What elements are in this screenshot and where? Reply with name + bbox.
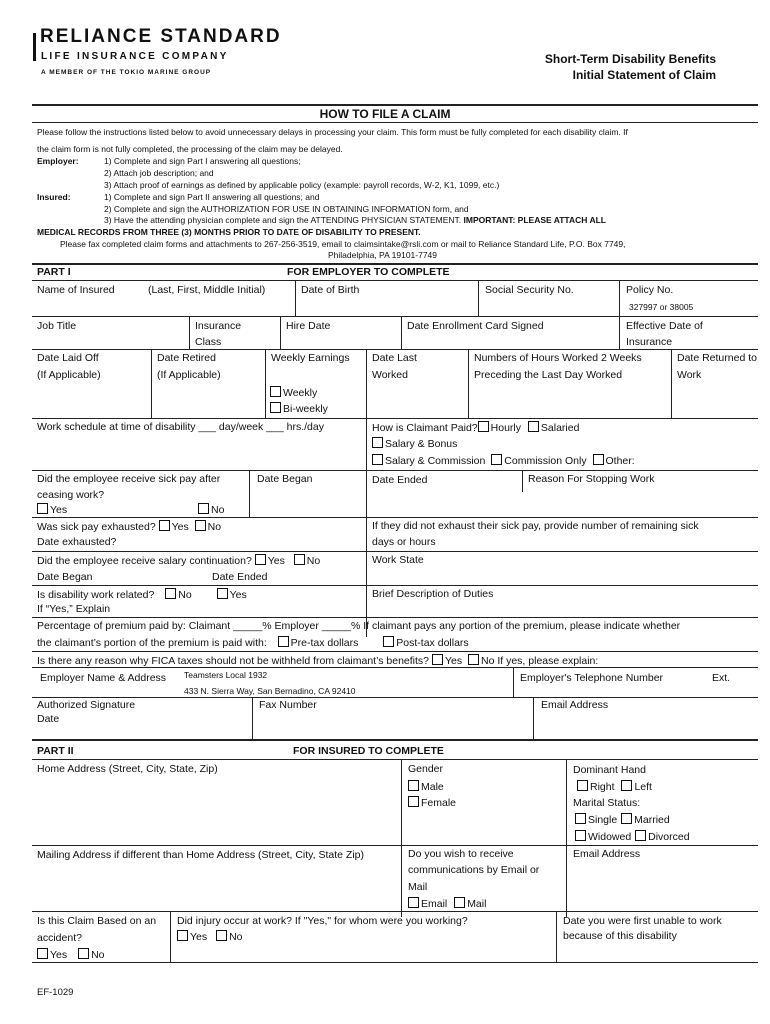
sick-pay-question: ceasing work? bbox=[37, 489, 105, 501]
married-label: Married bbox=[634, 814, 670, 826]
howto-title: HOW TO FILE A CLAIM bbox=[319, 107, 451, 121]
employer-step: 3) Attach proof of earnings as defined by applicable policy (example: payroll records, W-2, K1, 1099, etc.) bbox=[104, 180, 500, 190]
effective-date-label: Insurance bbox=[626, 336, 673, 348]
ssn-label: Social Security No. bbox=[485, 284, 574, 296]
sick-pay-yes-checkbox[interactable] bbox=[37, 503, 48, 514]
divider bbox=[32, 122, 758, 123]
reason-label: Reason For Stopping Work bbox=[528, 473, 655, 485]
laid-off-label: (If Applicable) bbox=[37, 369, 101, 381]
divider bbox=[32, 667, 758, 668]
communications-question: Do you wish to receive bbox=[408, 848, 514, 860]
date-ended-label: Date Ended bbox=[372, 474, 428, 486]
paid-question-label: How is Claimant Paid? bbox=[372, 422, 478, 434]
work-state-label: Work State bbox=[372, 554, 424, 566]
returned-label: Date Returned to bbox=[677, 352, 757, 364]
other-label: Other: bbox=[605, 455, 635, 467]
no-label: No bbox=[229, 931, 243, 943]
salaried-label: Salaried bbox=[540, 422, 580, 434]
cell-border bbox=[468, 349, 469, 418]
policy-label: Policy No. bbox=[626, 284, 674, 296]
yes-label: Yes bbox=[171, 521, 189, 533]
employer-step: 2) Attach job description; and bbox=[104, 168, 214, 178]
female-label: Female bbox=[421, 797, 457, 809]
cell-border bbox=[556, 911, 557, 963]
divider bbox=[32, 418, 758, 419]
injury-yes-checkbox[interactable] bbox=[177, 930, 188, 941]
mailing-address-label: Mailing Address if different than Home Address (Street, City, State Zip) bbox=[37, 849, 365, 861]
weekly-earnings-label: Weekly Earnings bbox=[271, 352, 350, 364]
divider bbox=[32, 759, 758, 760]
howto-intro: Please follow the instructions listed below to avoid unnecessary delays in processing your claim. This form must be fully completed for each disability claim. If bbox=[37, 127, 628, 137]
male-checkbox[interactable] bbox=[408, 780, 419, 791]
premium-question: Percentage of premium paid by: Claimant _____% Employer _____% If claimant pays any portion of the premium, please indicate whether bbox=[37, 620, 681, 632]
date-began-label: Date Began bbox=[37, 571, 93, 583]
no-label: No bbox=[178, 589, 192, 601]
female-option bbox=[408, 796, 456, 809]
divider bbox=[32, 280, 758, 281]
insured-step: 1) Complete and sign Part II answering all questions; and bbox=[104, 192, 320, 202]
divider bbox=[32, 470, 758, 471]
cell-border bbox=[619, 316, 620, 349]
salary-commission-label: Salary & Commission bbox=[385, 455, 486, 467]
cell-border bbox=[366, 470, 367, 517]
widowed-checkbox[interactable] bbox=[575, 830, 586, 841]
left-label: Left bbox=[634, 781, 652, 793]
cell-border bbox=[566, 759, 567, 917]
employer-name-label: Employer Name & Address bbox=[40, 672, 167, 684]
home-address-label: Home Address (Street, City, State, Zip) bbox=[37, 763, 218, 775]
work-related-no-checkbox[interactable] bbox=[165, 588, 176, 599]
yes-label: Yes bbox=[190, 931, 208, 943]
fax-instructions: Please fax completed claim forms and attachments to 267-256-3519, email to claimsintake@rsli.com or mail to Reliance Standard Life, P.O. Box 7749, bbox=[60, 239, 626, 249]
returned-label: Work bbox=[677, 369, 702, 381]
exhausted-question-label: Was sick pay exhausted? bbox=[37, 521, 156, 533]
hourly-checkbox[interactable] bbox=[478, 421, 489, 432]
cell-border bbox=[170, 911, 171, 963]
marital-status-label: Marital Status: bbox=[573, 797, 641, 809]
job-title-label: Job Title bbox=[37, 320, 77, 332]
marital-options-2 bbox=[575, 830, 690, 843]
policy-value: 327997 or 38005 bbox=[629, 302, 694, 312]
cell-border bbox=[513, 667, 514, 697]
insurance-class-label: Insurance bbox=[195, 320, 242, 332]
employer-label: Employer: bbox=[37, 156, 79, 166]
paid-question bbox=[372, 421, 579, 434]
work-related-question bbox=[37, 588, 247, 601]
yes-label: Yes bbox=[229, 589, 247, 601]
hand-options bbox=[577, 780, 652, 793]
accident-options bbox=[37, 948, 105, 961]
salary-commission-option bbox=[372, 454, 635, 467]
form-subtitle: Initial Statement of Claim bbox=[572, 68, 716, 82]
fica-question-label: Is there any reason why FICA taxes should not be withheld from claimant’s benefits? bbox=[37, 655, 430, 667]
married-checkbox[interactable] bbox=[621, 813, 632, 824]
unable-date-label: because of this disability bbox=[563, 930, 677, 942]
cell-border bbox=[189, 316, 190, 349]
divider bbox=[32, 739, 758, 741]
exhausted-no-checkbox[interactable] bbox=[195, 520, 206, 531]
insured-label: Insured: bbox=[37, 192, 71, 202]
insured-step-text: 3) Have the attending physician complete and sign the ATTENDING PHYSICIAN STATEMENT. bbox=[104, 215, 462, 225]
single-checkbox[interactable] bbox=[575, 813, 586, 824]
accident-yes-checkbox[interactable] bbox=[37, 948, 48, 959]
divider bbox=[32, 349, 758, 350]
communication-options bbox=[408, 897, 486, 910]
communications-question: communications by Email or bbox=[408, 864, 540, 876]
ext-label: Ext. bbox=[712, 672, 731, 684]
work-schedule-label: Work schedule at time of disability ___ day/week ___ hrs./day bbox=[37, 421, 324, 433]
cell-border bbox=[619, 280, 620, 316]
salary-bonus-label: Salary & Bonus bbox=[385, 438, 458, 450]
divider bbox=[32, 263, 758, 265]
divider bbox=[32, 617, 758, 618]
gender-label: Gender bbox=[408, 763, 444, 775]
important-note: MEDICAL RECORDS FROM THREE (3) MONTHS PRIOR TO DATE OF DISABILITY TO PRESENT. bbox=[37, 227, 421, 237]
last-worked-label: Worked bbox=[372, 369, 408, 381]
divider bbox=[32, 962, 758, 963]
last-worked-label: Date Last bbox=[372, 352, 417, 364]
right-hand-checkbox[interactable] bbox=[577, 780, 588, 791]
no-label: No bbox=[91, 949, 105, 961]
salaried-checkbox[interactable] bbox=[528, 421, 539, 432]
brief-duties-label: Brief Description of Duties bbox=[372, 588, 494, 600]
fax-number-label: Fax Number bbox=[259, 699, 317, 711]
employer-name-value: Teamsters Local 1932 bbox=[184, 670, 268, 680]
form-id: EF-1029 bbox=[37, 987, 74, 998]
cell-border bbox=[401, 316, 402, 349]
sick-pay-yes bbox=[37, 503, 67, 516]
marital-options-1 bbox=[575, 813, 670, 826]
no-label: No bbox=[211, 504, 225, 516]
date-ended-label: Date Ended bbox=[212, 571, 268, 583]
howto-intro: the claim form is not fully completed, the processing of the claim may be delayed. bbox=[37, 144, 343, 154]
pretax-checkbox[interactable] bbox=[278, 636, 289, 647]
logo-member: A MEMBER OF THE TOKIO MARINE GROUP bbox=[41, 69, 212, 76]
salary-cont-no-checkbox[interactable] bbox=[294, 554, 305, 565]
name-insured-label: Name of Insured bbox=[37, 284, 115, 296]
exhausted-question bbox=[37, 520, 221, 533]
injury-options bbox=[177, 930, 243, 943]
other-checkbox[interactable] bbox=[593, 454, 604, 465]
salary-continuation-question bbox=[37, 554, 320, 567]
weekly-option bbox=[270, 386, 317, 399]
accident-question: Is this Claim Based on an bbox=[37, 915, 157, 927]
fica-no-checkbox[interactable] bbox=[468, 654, 479, 665]
important-note: IMPORTANT: PLEASE ATTACH ALL bbox=[463, 215, 606, 225]
cell-border bbox=[265, 349, 266, 418]
cell-border bbox=[533, 697, 534, 739]
divider bbox=[32, 845, 758, 846]
divider bbox=[32, 517, 758, 518]
divider bbox=[32, 585, 758, 586]
effective-date-label: Effective Date of bbox=[626, 320, 703, 332]
female-checkbox[interactable] bbox=[408, 796, 419, 807]
employer-step: 1) Complete and sign Part I answering all questions; bbox=[104, 156, 301, 166]
employer-phone-label: Employer's Telephone Number bbox=[520, 672, 664, 684]
cell-border bbox=[478, 280, 479, 316]
cell-border bbox=[249, 470, 250, 517]
hours-worked-label: Numbers of Hours Worked 2 Weeks bbox=[474, 352, 642, 364]
work-related-yes-checkbox[interactable] bbox=[217, 588, 228, 599]
yes-label: Yes bbox=[50, 949, 68, 961]
biweekly-option-label: Bi-weekly bbox=[283, 403, 328, 415]
logo-title: RELIANCE STANDARD bbox=[40, 26, 282, 47]
divorced-checkbox[interactable] bbox=[635, 830, 646, 841]
accident-no-checkbox[interactable] bbox=[78, 948, 89, 959]
injury-no-checkbox[interactable] bbox=[216, 930, 227, 941]
cell-border bbox=[401, 759, 402, 917]
yes-label: Yes bbox=[50, 504, 68, 516]
part2-title: FOR INSURED TO COMPLETE bbox=[293, 745, 444, 757]
divider bbox=[32, 104, 758, 106]
fica-yes-checkbox[interactable] bbox=[432, 654, 443, 665]
explain-label: If “Yes,” Explain bbox=[37, 603, 111, 615]
posttax-label: Post-tax dollars bbox=[396, 637, 469, 649]
part1-label: PART I bbox=[37, 266, 71, 278]
signature-date-label: Date bbox=[37, 713, 60, 725]
weekly-option-label: Weekly bbox=[283, 387, 318, 399]
divider bbox=[32, 551, 758, 552]
exhausted-yes-checkbox[interactable] bbox=[159, 520, 170, 531]
sick-pay-no bbox=[198, 503, 224, 516]
insured-email-label: Email Address bbox=[573, 848, 641, 860]
yes-label: Yes bbox=[267, 555, 285, 567]
mail-label: Mail bbox=[467, 898, 487, 910]
sick-pay-no-checkbox[interactable] bbox=[198, 503, 209, 514]
dob-label: Date of Birth bbox=[301, 284, 360, 296]
email-label: Email bbox=[421, 898, 448, 910]
logo-subtitle: LIFE INSURANCE COMPANY bbox=[41, 51, 229, 62]
retired-label: (If Applicable) bbox=[157, 369, 221, 381]
biweekly-checkbox[interactable] bbox=[270, 402, 281, 413]
cell-border bbox=[366, 418, 367, 470]
divider bbox=[32, 316, 758, 317]
cell-border bbox=[522, 470, 523, 492]
widowed-label: Widowed bbox=[588, 831, 632, 843]
single-label: Single bbox=[588, 814, 618, 826]
work-related-label: Is disability work related? bbox=[37, 589, 155, 601]
name-format-label: (Last, First, Middle Initial) bbox=[148, 284, 266, 296]
pretax-label: Pre-tax dollars bbox=[290, 637, 359, 649]
email-pref-checkbox[interactable] bbox=[408, 897, 419, 908]
divider bbox=[32, 651, 758, 652]
right-label: Right bbox=[590, 781, 615, 793]
commission-only-checkbox[interactable] bbox=[491, 454, 502, 465]
signature-label: Authorized Signature bbox=[37, 699, 136, 711]
accident-question: accident? bbox=[37, 932, 82, 944]
yes-label: Yes bbox=[444, 655, 463, 667]
no-label: No bbox=[306, 555, 321, 567]
date-exhausted-label: Date exhausted? bbox=[37, 536, 117, 548]
enrollment-label: Date Enrollment Card Signed bbox=[407, 320, 544, 332]
divider bbox=[32, 911, 758, 912]
left-hand-checkbox[interactable] bbox=[621, 780, 632, 791]
biweekly-option bbox=[270, 402, 328, 415]
insurance-class-label: Class bbox=[195, 336, 222, 348]
divider bbox=[32, 697, 758, 698]
cell-border bbox=[252, 697, 253, 739]
logo-bar bbox=[33, 33, 36, 61]
premium-method-label: the claimant’s portion of the premium is paid with: bbox=[37, 637, 267, 649]
employer-email-label: Email Address bbox=[541, 699, 609, 711]
fax-instructions: Philadelphia, PA 19101-7749 bbox=[328, 250, 438, 260]
weekly-checkbox[interactable] bbox=[270, 386, 281, 397]
cell-border bbox=[671, 349, 672, 418]
posttax-checkbox[interactable] bbox=[383, 636, 394, 647]
premium-method bbox=[37, 636, 469, 649]
cell-border bbox=[295, 280, 296, 316]
form-title: Short-Term Disability Benefits bbox=[544, 52, 716, 66]
fica-explain-label: No If yes, please explain: bbox=[481, 655, 599, 667]
no-label: No bbox=[207, 521, 222, 533]
dominant-hand-label: Dominant Hand bbox=[573, 764, 646, 776]
cell-border bbox=[280, 316, 281, 349]
communications-question: Mail bbox=[408, 881, 428, 893]
fica-question bbox=[37, 654, 598, 667]
injury-question: Did injury occur at work? If "Yes," for whom were you working? bbox=[177, 915, 468, 927]
remaining-label: If they did not exhaust their sick pay, provide number of remaining sick bbox=[372, 520, 699, 532]
salary-commission-checkbox[interactable] bbox=[372, 454, 383, 465]
male-label: Male bbox=[421, 781, 444, 793]
salary-cont-yes-checkbox[interactable] bbox=[255, 554, 266, 565]
employer-address-value: 433 N. Sierra Way, San Bernadino, CA 92410 bbox=[184, 686, 356, 696]
male-option bbox=[408, 780, 444, 793]
salary-bonus-checkbox[interactable] bbox=[372, 437, 383, 448]
insured-step bbox=[104, 215, 606, 225]
unable-date-label: Date you were first unable to work bbox=[563, 915, 722, 927]
commission-only-label: Commission Only bbox=[504, 455, 587, 467]
part1-title: FOR EMPLOYER TO COMPLETE bbox=[287, 266, 450, 278]
retired-label: Date Retired bbox=[157, 352, 216, 364]
insured-step: 2) Complete and sign the AUTHORIZATION FOR USE IN OBTAINING INFORMATION form, and bbox=[104, 204, 469, 214]
hourly-label: Hourly bbox=[490, 422, 521, 434]
cell-border bbox=[366, 349, 367, 418]
part2-label: PART II bbox=[37, 745, 74, 757]
cell-border bbox=[151, 349, 152, 418]
sick-pay-question: Did the employee receive sick pay after bbox=[37, 473, 221, 485]
remaining-label: days or hours bbox=[372, 536, 436, 548]
cell-border bbox=[366, 517, 367, 637]
salary-continuation-label: Did the employee receive salary continuation? bbox=[37, 555, 252, 567]
hire-date-label: Hire Date bbox=[286, 320, 331, 332]
divorced-label: Divorced bbox=[648, 831, 690, 843]
salary-bonus-option bbox=[372, 437, 457, 450]
hours-worked-label: Preceding the Last Day Worked bbox=[474, 369, 623, 381]
date-began-label: Date Began bbox=[257, 473, 313, 485]
laid-off-label: Date Laid Off bbox=[37, 352, 99, 364]
mail-pref-checkbox[interactable] bbox=[454, 897, 465, 908]
